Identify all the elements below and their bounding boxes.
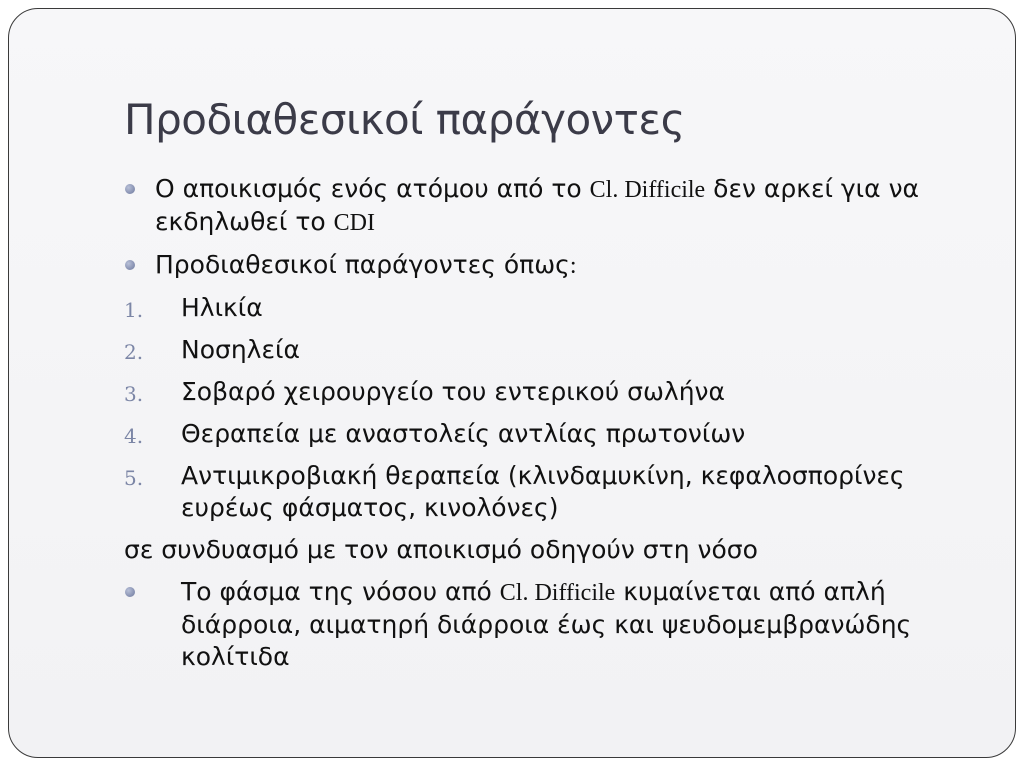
disease-abbreviation: CDI [333,210,375,236]
pathogen-name: Cl. Difficile [589,177,706,203]
text-run: Σοβαρό χειρουργείο του εντερικού σωλήνα [181,377,725,406]
bullet-item [124,249,964,282]
numbered-item [124,460,964,524]
bullet-item [124,173,964,239]
slide-frame [8,8,1016,758]
numbered-item [124,334,964,366]
text-run: Προδιαθεσικοί παράγοντες όπως [155,250,570,279]
text-run: Το φάσμα της νόσου από [181,577,500,606]
numbered-item [124,292,964,324]
text-run: κυμαίνεται από απλή διάρροια, αιματηρή διάρροια έως και ψευδομεμβρανώδης κολίτιδα [181,577,912,671]
list-number: 1. [124,298,144,322]
bullet-dot-icon [125,260,135,270]
text-run: Θεραπεία με αναστολείς αντλίας πρωτονίων [181,419,746,448]
text-run: Ο αποικισμός ενός ατόμου από το [155,174,590,203]
colon: : [569,253,577,279]
text-run: Ηλικία [181,293,263,322]
slide-title: Προδιαθεσικοί παράγοντες [124,95,685,144]
plain-paragraph [124,534,964,566]
text-run: δεν αρκεί για να εκδηλωθεί το [155,174,920,236]
numbered-item [124,418,964,450]
text-run: Αντιμικροβιακή θεραπεία (κλινδαμυκίνη, κεφαλοσπορίνες ευρέως φάσματος, κινολόνες) [181,461,905,522]
list-number: 2. [124,340,144,364]
bullet-item [124,576,964,673]
bullet-dot-icon [125,184,135,194]
list-number: 3. [124,382,144,406]
numbered-item [124,376,964,408]
text-run: σε συνδυασμό με τον αποικισμό οδηγούν στη νόσο [124,535,758,564]
slide-body [124,173,964,683]
pathogen-name: Cl. Difficile [499,580,616,606]
text-run: Νοσηλεία [181,335,300,364]
list-number: 4. [124,424,144,448]
bullet-dot-icon [125,587,135,597]
list-number: 5. [124,466,144,490]
